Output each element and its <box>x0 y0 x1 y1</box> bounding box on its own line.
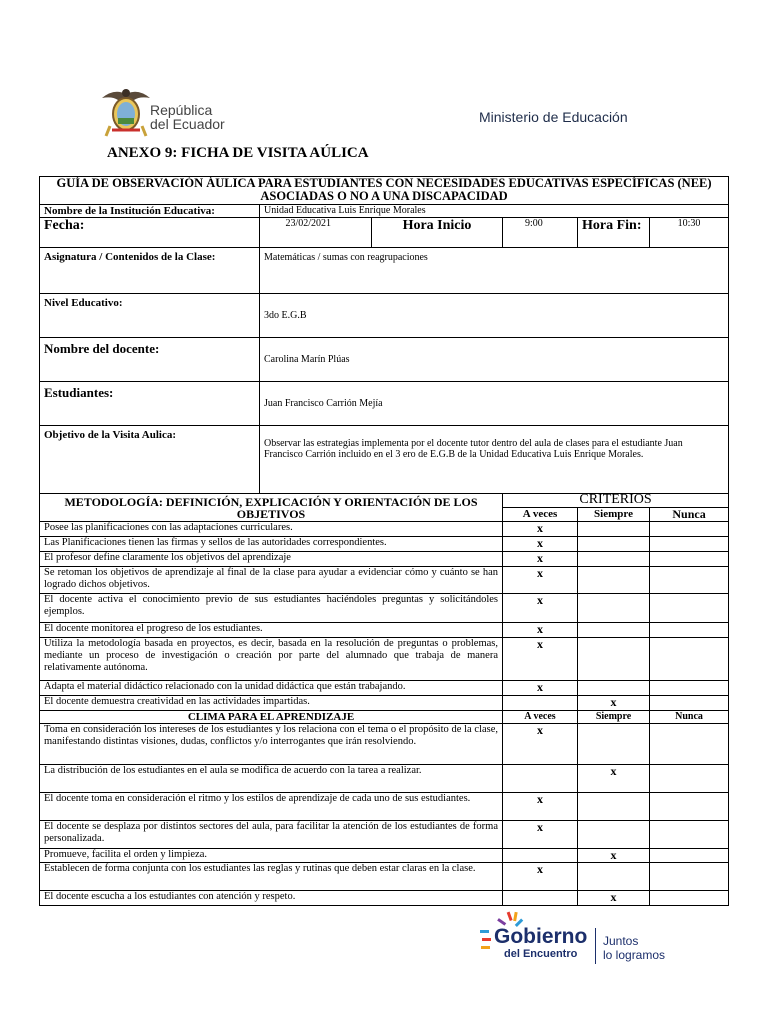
climate-row <box>40 821 729 849</box>
methodology-criterion-text: Posee las planificaciones con las adaptaciones curriculares. <box>40 522 503 537</box>
methodology-criterion-text: El docente monitorea el progreso de los estudiantes. <box>40 623 503 638</box>
climate-mark-siempre <box>578 863 650 891</box>
climate-mark-a-veces <box>503 849 578 863</box>
methodology-mark-siempre <box>578 594 650 623</box>
teacher-label: Nombre del docente: <box>40 338 260 382</box>
methodology-mark-a-veces: x <box>503 552 578 567</box>
climate-row <box>40 849 729 863</box>
climate-mark-a-veces: x <box>503 793 578 821</box>
start-time-label: Hora Inicio <box>372 218 503 248</box>
climate-mark-nunca <box>650 849 729 863</box>
methodology-mark-nunca <box>650 537 729 552</box>
objective-label: Objetivo de la Visita Aulica: <box>40 426 260 494</box>
climate-criterion-text: Toma en consideración los intereses de los estudiantes y los relaciona con el tema o el propósito de la clase, manifestando distintas visiones, dudas, conflictos y/o interrogantes que irán resolviendo. <box>40 724 503 765</box>
climate-mark-siempre: x <box>578 765 650 793</box>
date-label: Fecha: <box>40 218 260 248</box>
objective-value: Observar las estrategias implementa por el docente tutor dentro del aula de clases para el estudiante Juan Francisco Carrión incluido en el 3 ero de E.G.B de la Unidad Educativa Luis Enrique Morales. <box>260 426 729 494</box>
observation-form <box>39 176 729 906</box>
start-time-value: 9:00 <box>503 218 578 248</box>
gobierno-text: Gobierno <box>494 925 588 948</box>
methodology-mark-nunca <box>650 552 729 567</box>
students-value: Juan Francisco Carrión Mejía <box>260 382 729 426</box>
slogan <box>603 934 665 962</box>
level-value: 3do E.G.B <box>260 294 729 338</box>
climate-mark-a-veces <box>503 891 578 906</box>
methodology-mark-nunca <box>650 696 729 711</box>
methodology-mark-nunca <box>650 594 729 623</box>
annex-title: ANEXO 9: FICHA DE VISITA AÚLICA <box>107 145 369 161</box>
republic-name <box>150 103 225 131</box>
methodology-row <box>40 567 729 594</box>
methodology-mark-siempre <box>578 567 650 594</box>
methodology-row <box>40 594 729 623</box>
methodology-mark-a-veces: x <box>503 522 578 537</box>
methodology-criterion-text: Se retoman los objetivos de aprendizaje al final de la clase para ayudar a evidenciar cómo y cuánto se han logrado dichos objetivos. <box>40 567 503 594</box>
methodology-mark-a-veces <box>503 696 578 711</box>
climate-criterion-text: El docente se desplaza por distintos sectores del aula, para facilitar la atención de los estudiantes de forma personalizada. <box>40 821 503 849</box>
climate-mark-nunca <box>650 891 729 906</box>
methodology-criterion-text: El profesor define claramente los objetivos del aprendizaje <box>40 552 503 567</box>
methodology-mark-siempre <box>578 623 650 638</box>
methodology-mark-siempre <box>578 638 650 681</box>
climate-criterion-text: Establecen de forma conjunta con los estudiantes las reglas y rutinas que deben estar claras en la clase. <box>40 863 503 891</box>
republic-line-1: República <box>150 102 213 118</box>
gobierno-logo <box>478 910 678 975</box>
climate-row <box>40 793 729 821</box>
methodology-mark-nunca <box>650 567 729 594</box>
methodology-mark-a-veces: x <box>503 594 578 623</box>
institution-value: Unidad Educativa Luis Enrique Morales <box>260 205 729 218</box>
subject-value: Matemáticas / sumas con reagrupaciones <box>260 248 729 294</box>
climate-criterion-text: Promueve, facilita el orden y limpieza. <box>40 849 503 863</box>
subject-label: Asignatura / Contenidos de la Clase: <box>40 248 260 294</box>
slogan-line-2: lo logramos <box>603 948 666 962</box>
teacher-value: Carolina Marín Plúas <box>260 338 729 382</box>
republic-line-2: del Ecuador <box>150 116 225 132</box>
level-label: Nivel Educativo: <box>40 294 260 338</box>
methodology-mark-a-veces: x <box>503 638 578 681</box>
methodology-mark-siempre <box>578 537 650 552</box>
methodology-mark-nunca <box>650 681 729 696</box>
methodology-mark-a-veces: x <box>503 537 578 552</box>
methodology-row <box>40 537 729 552</box>
climate-mark-siempre: x <box>578 891 650 906</box>
climate-criterion-text: La distribución de los estudiantes en el aula se modifica de acuerdo con la tarea a realizar. <box>40 765 503 793</box>
climate-criterion-text: El docente escucha a los estudiantes con atención y respeto. <box>40 891 503 906</box>
methodology-row <box>40 696 729 711</box>
col-nunca: Nunca <box>650 508 729 522</box>
methodology-mark-a-veces: x <box>503 567 578 594</box>
climate-col-a-veces: A veces <box>503 711 578 724</box>
col-siempre: Siempre <box>578 508 650 522</box>
methodology-mark-nunca <box>650 522 729 537</box>
methodology-mark-siempre: x <box>578 696 650 711</box>
methodology-title: METODOLOGÍA: DEFINICIÓN, EXPLICACIÓN Y ORIENTACIÓN DE LOS OBJETIVOS <box>40 494 503 522</box>
methodology-mark-a-veces: x <box>503 623 578 638</box>
methodology-row <box>40 623 729 638</box>
climate-mark-nunca <box>650 821 729 849</box>
climate-mark-siempre <box>578 821 650 849</box>
climate-mark-siempre <box>578 724 650 765</box>
methodology-criterion-text: Las Planificaciones tienen las firmas y sellos de las autoridades correspondientes. <box>40 537 503 552</box>
climate-row <box>40 863 729 891</box>
institution-label: Nombre de la Institución Educativa: <box>40 205 260 218</box>
slogan-line-1: Juntos <box>603 934 639 948</box>
climate-row <box>40 724 729 765</box>
climate-col-nunca: Nunca <box>650 711 729 724</box>
climate-mark-siempre <box>578 793 650 821</box>
coat-of-arms-logo <box>98 84 154 140</box>
climate-mark-nunca <box>650 724 729 765</box>
methodology-criterion-text: El docente demuestra creatividad en las actividades impartidas. <box>40 696 503 711</box>
end-time-value: 10:30 <box>650 218 729 248</box>
methodology-mark-siempre <box>578 552 650 567</box>
criteria-title: CRITERIOS <box>503 494 729 508</box>
climate-mark-a-veces <box>503 765 578 793</box>
methodology-criterion-text: Utiliza la metodología basada en proyectos, es decir, basada en la resolución de preguntas o problemas, mediante un proceso de investigación o creación por parte del alumnado que trabaja de manera relativamente autónoma. <box>40 638 503 681</box>
ministry-name: Ministerio de Educación <box>479 109 628 125</box>
climate-criterion-text: El docente toma en consideración el ritmo y los estilos de aprendizaje de cada uno de sus estudiantes. <box>40 793 503 821</box>
climate-mark-nunca <box>650 765 729 793</box>
methodology-row <box>40 681 729 696</box>
climate-mark-a-veces: x <box>503 863 578 891</box>
methodology-row <box>40 638 729 681</box>
methodology-mark-siempre <box>578 681 650 696</box>
methodology-mark-nunca <box>650 623 729 638</box>
date-value: 23/02/2021 <box>260 218 372 248</box>
methodology-mark-a-veces: x <box>503 681 578 696</box>
methodology-criterion-text: El docente activa el conocimiento previo de sus estudiantes haciéndoles preguntas y solicitándoles ejemplos. <box>40 594 503 623</box>
climate-mark-a-veces: x <box>503 821 578 849</box>
students-label: Estudiantes: <box>40 382 260 426</box>
climate-row <box>40 891 729 906</box>
climate-mark-siempre: x <box>578 849 650 863</box>
climate-mark-nunca <box>650 863 729 891</box>
climate-title: CLIMA PARA EL APRENDIZAJE <box>40 711 503 724</box>
climate-mark-a-veces: x <box>503 724 578 765</box>
end-time-label: Hora Fin: <box>578 218 650 248</box>
del-encuentro-text: del Encuentro <box>504 948 578 960</box>
footer-divider <box>595 928 596 964</box>
form-title: GUÍA DE OBSERVACIÓN ÁULICA PARA ESTUDIANTES CON NECESIDADES EDUCATIVAS ESPECÍFICAS (NEE) ASOCIADAS O NO A UNA DISCAPACIDAD <box>40 177 729 205</box>
methodology-row <box>40 552 729 567</box>
methodology-row <box>40 522 729 537</box>
methodology-mark-siempre <box>578 522 650 537</box>
climate-row <box>40 765 729 793</box>
methodology-mark-nunca <box>650 638 729 681</box>
col-a-veces: A veces <box>503 508 578 522</box>
methodology-criterion-text: Adapta el material didáctico relacionado con la unidad didáctica que están trabajando. <box>40 681 503 696</box>
climate-mark-nunca <box>650 793 729 821</box>
climate-col-siempre: Siempre <box>578 711 650 724</box>
